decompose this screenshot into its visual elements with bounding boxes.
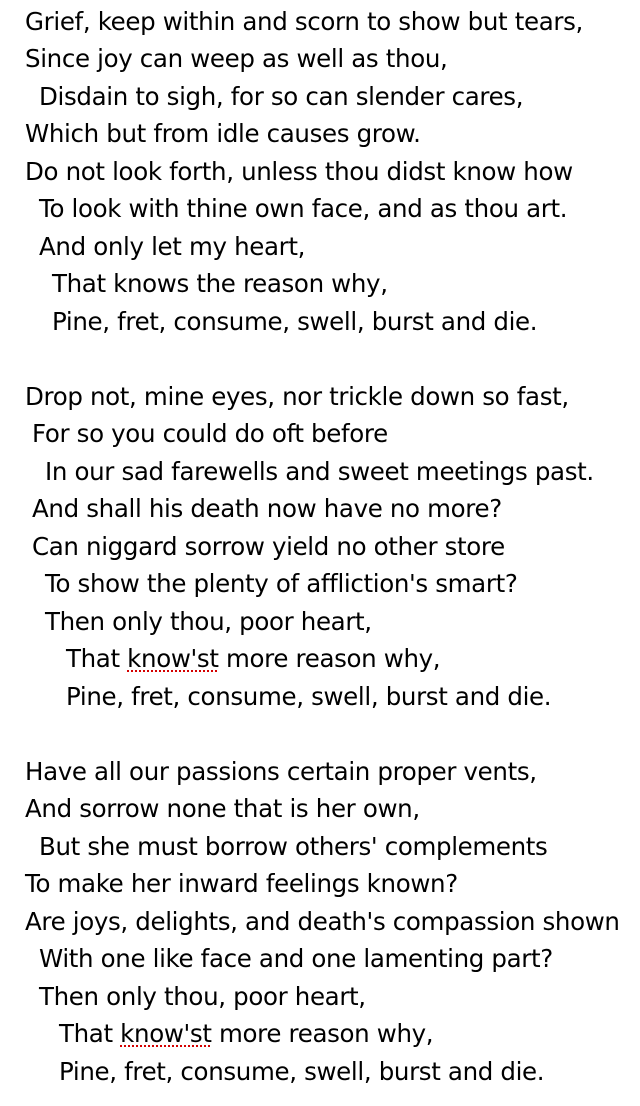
poem-line: But she must borrow others' complements — [39, 832, 548, 861]
poem-line: With one like face and one lamenting part? — [39, 944, 553, 973]
line-text: That — [59, 1019, 113, 1048]
poem-line: To look with thine own face, and as thou art. — [39, 194, 568, 223]
poem-line: Do not look forth, unless thou didst know how — [25, 157, 573, 186]
line-text: That — [66, 644, 120, 673]
poem-line: In our sad farewells and sweet meetings past. — [45, 457, 594, 486]
spellcheck-flagged-word[interactable]: know'st — [120, 1019, 212, 1048]
poem-line: And sorrow none that is her own, — [25, 794, 420, 823]
poem-line: Can niggard sorrow yield no other store — [32, 532, 505, 561]
poem-line: Pine, fret, consume, swell, burst and die. — [66, 682, 552, 711]
spellcheck-flagged-word[interactable]: know'st — [127, 644, 219, 673]
poem-line: And only let my heart, — [39, 232, 306, 261]
poem-line: Disdain to sigh, for so can slender cares, — [39, 82, 524, 111]
line-text: more reason why, — [219, 1019, 434, 1048]
poem-line: Grief, keep within and scorn to show but tears, — [25, 7, 583, 36]
poem-line: Are joys, delights, and death's compassion shown — [25, 907, 620, 936]
poem-line: Pine, fret, consume, swell, burst and die. — [59, 1057, 545, 1086]
line-text: more reason why, — [226, 644, 441, 673]
poem-line: For so you could do oft before — [32, 419, 388, 448]
poem-line: Drop not, mine eyes, nor trickle down so fast, — [25, 382, 569, 411]
poem-line — [59, 1016, 433, 1052]
poem-line: And shall his death now have no more? — [32, 494, 502, 523]
poem-line: Have all our passions certain proper vents, — [25, 757, 537, 786]
poem-line: Then only thou, poor heart, — [39, 982, 366, 1011]
poem-line: To make her inward feelings known? — [25, 869, 458, 898]
poem-line: To show the plenty of affliction's smart? — [45, 569, 518, 598]
poem-line: Then only thou, poor heart, — [45, 607, 372, 636]
poem-line: Since joy can weep as well as thou, — [25, 44, 448, 73]
poem-line — [66, 641, 440, 677]
poem-line: Pine, fret, consume, swell, burst and die. — [52, 307, 538, 336]
poem-line: That knows the reason why, — [52, 269, 388, 298]
poem-line: Which but from idle causes grow. — [25, 119, 421, 148]
